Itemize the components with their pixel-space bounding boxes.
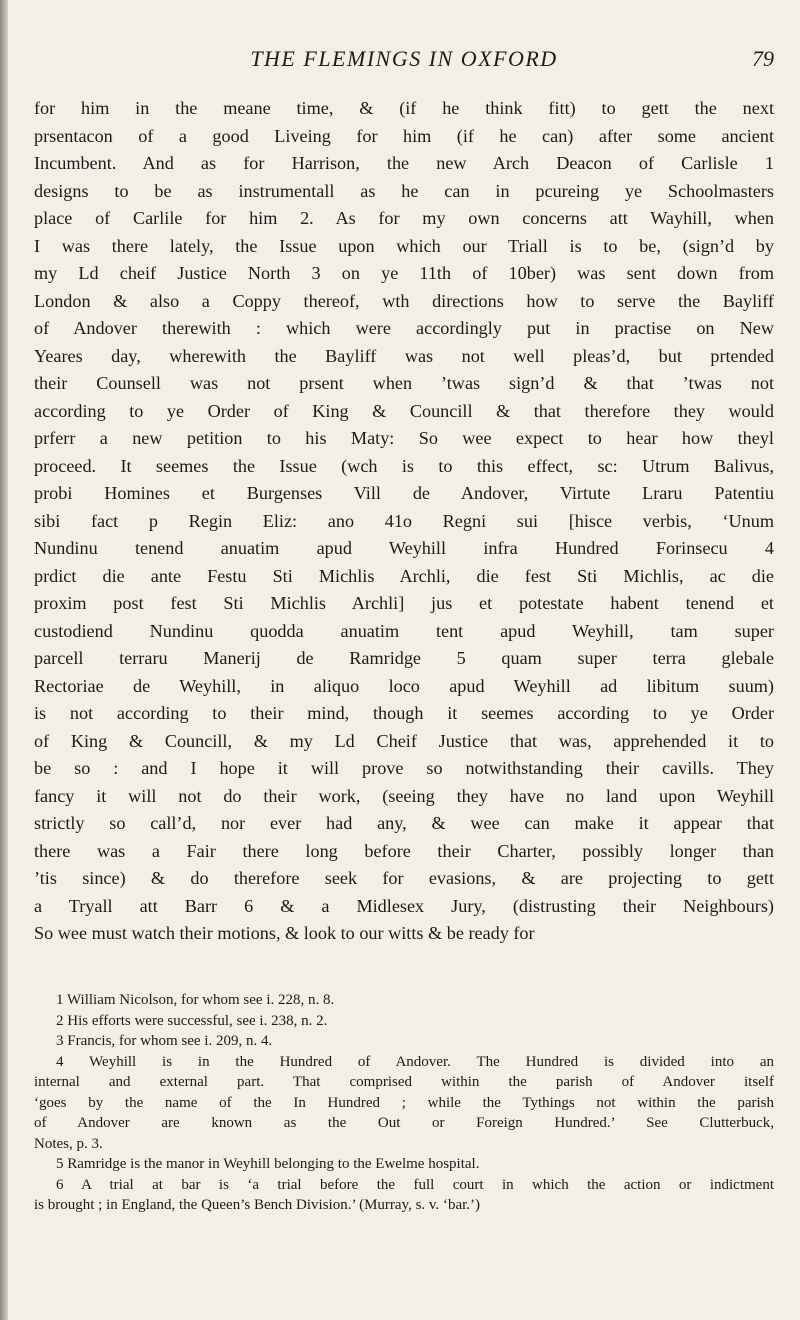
body-line: strictly so call’d, nor ever had any, & wee can make it appear that — [34, 813, 774, 833]
body-line: probi Homines et Burgenses Vill de Andover, Virtute Lraru Patentiu — [34, 483, 774, 503]
body-line: of King & Councill, & my Ld Cheif Justice that was, apprehended it to — [34, 730, 774, 751]
body-line: Yeares day, wherewith the Bayliff was not well pleas’d, but prtended — [34, 345, 774, 366]
body-line: a Tryall att Barr 6 & a Midlesex Jury, (distrusting their Neighbours) — [34, 895, 774, 916]
footnote-line: 1 William Nicolson, for whom see i. 228, n. 8. — [56, 992, 335, 1008]
footnote-line: 3 Francis, for whom see i. 209, n. 4. — [56, 1033, 273, 1049]
body-line: proxim post fest Sti Michlis Archli] jus et potestate habent tenend et — [34, 593, 774, 613]
running-title: THE FLEMINGS IN OXFORD — [250, 46, 558, 71]
footnote-line: 6 A trial at bar is ‘a trial before the full court in which the action or indictment — [56, 1176, 774, 1193]
body-line: I was there lately, the Issue upon which our Triall is to be, (sign’d by — [34, 235, 774, 256]
body-line: So wee must watch their motions, & look to our witts & be ready for — [34, 923, 535, 943]
footnote-line: internal and external part. That comprised within the parish of Andover itself — [34, 1074, 774, 1090]
body-line: according to ye Order of King & Councill & that therefore they would — [34, 400, 774, 421]
footnote-line: 4 Weyhill is in the Hundred of Andover. The Hundred is divided into an — [56, 1053, 774, 1070]
body-line: prsentacon of a good Liveing for him (if he can) after some ancient — [34, 125, 774, 146]
footnote-line: of Andover are known as the Out or Foreign Hundred.’ See Clutterbuck, — [34, 1115, 774, 1131]
body-line: is not according to their mind, though it seemes according to ye Order — [34, 703, 774, 723]
footnote-line: ‘goes by the name of the In Hundred ; while the Tythings not within the parish — [34, 1094, 774, 1111]
body-line: sibi fact p Regin Eliz: ano 41o Regni sui [hisce verbis, ‘Unum — [34, 510, 774, 531]
body-line: parcell terraru Manerij de Ramridge 5 quam super terra glebale — [34, 648, 774, 668]
body-line: Rectoriae de Weyhill, in aliquo loco apud Weyhill ad libitum suum) — [34, 675, 774, 696]
footnote-line: 2 His efforts were successful, see i. 238, n. 2. — [56, 1012, 328, 1029]
body-line: prferr a new petition to his Maty: So wee expect to hear how theyl — [34, 428, 774, 448]
body-line: proceed. It seemes the Issue (wch is to this effect, sc: Utrum Balivus, — [34, 455, 774, 476]
body-line: ’tis since) & do therefore seek for evasions, & are projecting to gett — [34, 868, 774, 888]
body-line: fancy it will not do their work, (seeing they have no land upon Weyhill — [34, 785, 774, 806]
body-line: there was a Fair there long before their Charter, possibly longer than — [34, 840, 774, 861]
body-line: custodiend Nundinu quodda anuatim tent apud Weyhill, tam super — [34, 620, 774, 641]
footnote-line: Notes, p. 3. — [34, 1135, 103, 1152]
body-line: prdict die ante Festu Sti Michlis Archli, die fest Sti Michlis, ac die — [34, 565, 774, 586]
page-number: 79 — [752, 46, 774, 71]
footnote-line: is brought ; in England, the Queen’s Bench Division.’ (Murray, s. v. ‘bar.’) — [34, 1197, 481, 1213]
footnote-line: 5 Ramridge is the manor in Weyhill belonging to the Ewelme hospital. — [56, 1156, 480, 1172]
body-line: designs to be as instrumentall as he can in pcureing ye Schoolmasters — [34, 180, 774, 201]
body-line: my Ld cheif Justice North 3 on ye 11th of 10ber) was sent down from — [34, 263, 774, 283]
body-line: their Counsell was not prsent when ’twas sign’d & that ’twas not — [34, 373, 774, 393]
footnotes — [34, 990, 774, 1216]
body-text — [34, 95, 774, 948]
page-header — [34, 46, 774, 76]
body-line: Incumbent. And as for Harrison, the new Arch Deacon of Carlisle 1 — [34, 153, 774, 173]
page-binding-edge — [0, 0, 8, 1320]
body-line: of Andover therewith : which were accordingly put in practise on New — [34, 318, 774, 338]
body-line: for him in the meane time, & (if he think fitt) to gett the next — [34, 98, 774, 118]
body-line: London & also a Coppy thereof, wth directions how to serve the Bayliff — [34, 290, 774, 311]
body-line: place of Carlile for him 2. As for my own concerns att Wayhill, when — [34, 208, 774, 228]
body-line: Nundinu tenend anuatim apud Weyhill infra Hundred Forinsecu 4 — [34, 538, 774, 558]
body-line: be so : and I hope it will prove so notwithstanding their cavills. They — [34, 758, 774, 778]
